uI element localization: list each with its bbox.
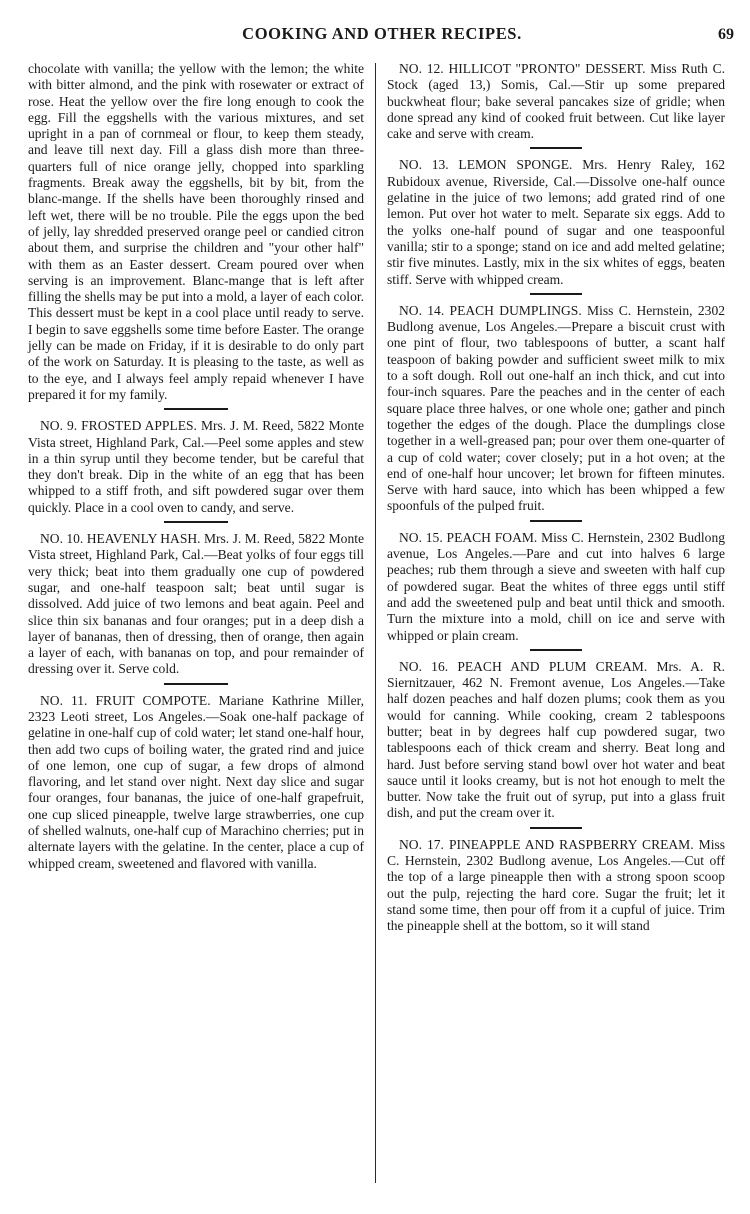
recipe-frosted-apples: NO. 9. FROSTED APPLES. Mrs. J. M. Reed, 5822 Monte Vista street, Highland Park, Cal.—Peel some apples and stew in a thin syrup until they become tender, but be careful that they don't break. Dip in the white of an egg that has been whipped to a stiff froth, and sift powdered sugar over them quickly. Place in a cool oven to candy, and serve. [28, 418, 364, 515]
right-column [387, 61, 725, 935]
section-divider [530, 827, 582, 829]
section-divider [530, 649, 582, 651]
recipe-fruit-compote: NO. 11. FRUIT COMPOTE. Mariane Kathrine Miller, 2323 Leoti street, Los Angeles.—Soak one-half package of gelatine in one-half cup of cold water; let stand one-half hour, then add two cups of boiling water, the grated rind and juice of one lemon, one cup of sugar, a few drops of almond flavoring, and let stand over night. Next day slice and sugar four oranges, four bananas, the juice of one-half grapefruit, one cup sliced pineapple, twelve large strawberries, one cup of shelled walnuts, one-half cup of Marachino cherries; put in alternate layers with the gelatine. In the center, place a cup of whipped cream, sweetened and flavored with vanilla. [28, 692, 364, 871]
section-divider [164, 521, 228, 523]
recipe-hillicot-pronto-dessert: NO. 12. HILLICOT "PRONTO" DESSERT. Miss Ruth C. Stock (aged 13,) Somis, Cal.—Stir up some prepared buckwheat flour; bake several pancakes size of gridle; when done spread any kind of cooked fruit between. Cut like layer cake and serve with cream. [387, 61, 725, 142]
section-divider [530, 520, 582, 522]
section-divider [164, 408, 228, 410]
recipe-heavenly-hash: NO. 10. HEAVENLY HASH. Mrs. J. M. Reed, 5822 Monte Vista street, Highland Park, Cal.—Beat yolks of four eggs till very thick; beat into them gradually one cup of powdered sugar, and one-half teaspoon salt; beat until sugar is dissolved. Add juice of two lemons and beat again. Peel and slice thin six bananas and four oranges; put in a deep dish a layer of bananas, then of dressing, then of orange, then again a layer of each, with bananas on top, and pour remainder of dressing over it. Serve cold. [28, 531, 364, 677]
running-head [0, 24, 750, 54]
running-title: COOKING AND OTHER RECIPES. [242, 24, 522, 43]
column-rule [375, 63, 376, 1183]
recipe-peach-and-plum-cream: NO. 16. PEACH AND PLUM CREAM. Mrs. A. R. Siernitzauer, 462 N. Fremont avenue, Los Angeles.—Take half dozen peaches and half dozen plums; cook them as you would for canning. While cooking, cream 2 tablespoons butter; beat in by degrees half cup powdered sugar, two tablespoons each of thick cream and sherry. Beat long and hard. Just before serving stand bowl over hot water and beat sauce until it looks creamy, but is not hot enough to melt the butter. Now take the fruit out of syrup, put into a glass fruit dish, and put the cream over it. [387, 658, 725, 821]
recipe-peach-dumplings: NO. 14. PEACH DUMPLINGS. Miss C. Hernstein, 2302 Budlong avenue, Los Angeles.—Prepare a biscuit crust with one pint of flour, two tablespoons of butter, a scant half teaspoon of baking powder and sufficient sweet milk to mix to a soft dough. Roll out one-half an inch thick, and cut into four-inch squares. Pare the peaches and in the center of each square place three halves, or one whole one; gather and pinch together the edges of the dough. Place the dumplings close together in a well-greased pan; pour over them one-quarter of a cup of cold water; cover closely; put in a hot oven; at the end of one-half hour uncover; let brown for fifteen minutes. Serve with hard sauce, into which has been whipped a few spoonfuls of the pulped fruit. [387, 302, 725, 514]
section-divider [164, 683, 228, 685]
page-number: 69 [718, 26, 734, 43]
section-divider [530, 147, 582, 149]
section-divider [530, 293, 582, 295]
continued-recipe-text: chocolate with vanilla; the yellow with the lemon; the white with bitter almond, and the pink with rosewater or extract of rose. Heat the yellow over the fire long enough to cook the egg. Fill the eggshells with the various mixtures, and set upright in a pan of cornmeal or flour, to keep them steady, and leave till next day. Fill a glass dish more than three-quarters full of nice orange jelly, chopped into sparkling fragments. Break away the eggshells, bit by bit, from the blanc-mange. If the shells have been thoroughly rinsed and left wet, there will be no trouble. Pile the eggs upon the bed of jelly, lay shredded preserved orange peel or candied citron about them, and surprise the children and "your other half" with them as an Easter dessert. Cream poured over when serving is an improvement. Blanc-mange that is left after filling the shells may be put into a mold, a layer of each color. This dessert must be kept in a cool place until ready to serve. I begin to save eggshells some time before Easter. The orange jelly can be made on Friday, if it is desirable to do only part of the work on Saturday. It is pleasing to the taste, as well as to the eye, and I always feel amply repaid whenever I have prepared it for my family. [28, 61, 364, 402]
recipe-pineapple-and-raspberry-cream: NO. 17. PINEAPPLE AND RASPBERRY CREAM. Miss C. Hernstein, 2302 Budlong avenue, Los Angeles.—Cut off the top of a large pineapple then with a strong spoon scoop out the pulp, rejecting the hard core. Sugar the fruit; let it stand some time, then pour off from it a cupful of juice. Trim the pineapple shell at the bottom, so it will stand [387, 836, 725, 934]
recipe-peach-foam: NO. 15. PEACH FOAM. Miss C. Hernstein, 2302 Budlong avenue, Los Angeles.—Pare and cut into halves 6 large peaches; rub them through a sieve and sweeten with half cup of powdered sugar. Beat the whites of three eggs until stiff and add the sweetened pulp and beat until thick and smooth. Turn the mixture into a mold, chill on ice and serve with whipped or plain cream. [387, 529, 725, 643]
left-column [28, 61, 364, 872]
recipe-lemon-sponge: NO. 13. LEMON SPONGE. Mrs. Henry Raley, 162 Rubidoux avenue, Riverside, Cal.—Dissolve one-half ounce gelatine in the juice of two lemons; add grated rind of one lemon. Put over hot water to melt. Separate six eggs. Add to the yolks one-half pound of sugar and one teaspoonful vanilla; stir to a sponge; stand on ice and add melted gelatine; stir five minutes. Lastly, mix in the six whites of eggs, beaten stiff. Serve with whipped cream. [387, 157, 725, 287]
